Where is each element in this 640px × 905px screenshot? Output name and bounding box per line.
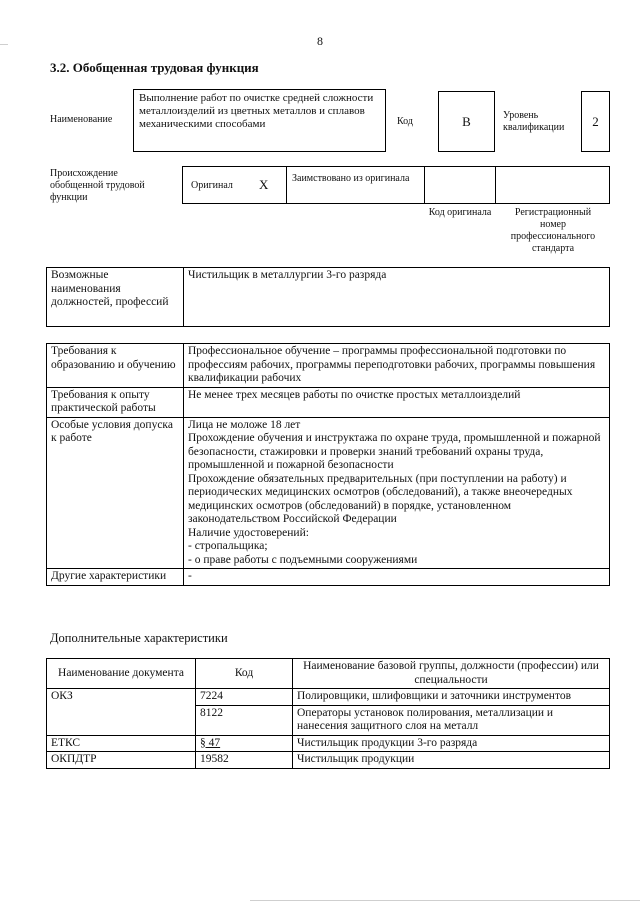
requirement-row xyxy=(47,344,610,388)
row-name: Чистильщик продукции xyxy=(293,752,610,769)
requirement-text: - xyxy=(184,569,610,586)
requirement-row xyxy=(47,569,610,586)
code-value: B xyxy=(462,113,471,129)
positions-table xyxy=(46,267,610,327)
row-name: Чистильщик продукции 3-го разряда xyxy=(293,735,610,752)
requirement-label: Требования к опыту практической работы xyxy=(47,387,184,417)
origin-box xyxy=(182,166,610,204)
reg-number-caption: Регистрационный номер профессионального стандарта xyxy=(510,207,596,254)
name-label: Наименование xyxy=(50,114,113,125)
name-value-box xyxy=(133,89,386,152)
header-code: Код xyxy=(196,659,293,689)
original-mark: X xyxy=(259,177,269,192)
header-name: Наименование базовой группы, должности (профессии) или специальности xyxy=(293,659,610,689)
origin-divider-3 xyxy=(495,166,496,204)
requirement-text: Профессиональное обучение – программы профессиональной подготовки по профессиям рабочих, программы переподготовки рабочих, программы повышения квалификации рабочих xyxy=(184,344,610,388)
code-original-caption: Код оригинала xyxy=(428,207,492,218)
row-code: 19582 xyxy=(196,752,293,769)
scan-mark-bottom xyxy=(250,900,640,901)
requirement-line: Прохождение обучения и инструктажа по охране труда, промышленной и пожарной безопасности, стажировки и проверки знаний требований охраны труда, промышленной и пожарной безопасности xyxy=(188,432,601,471)
additional-title: Дополнительные характеристики xyxy=(50,631,228,645)
row-doc: ОКЗ xyxy=(47,689,196,736)
requirement-row xyxy=(47,387,610,417)
row-code: 7224 xyxy=(196,689,293,706)
requirement-line: Лица не моложе 18 лет xyxy=(188,418,301,431)
original-label: Оригинал xyxy=(191,180,233,191)
origin-divider-1 xyxy=(286,166,287,204)
scan-mark xyxy=(0,44,8,45)
requirements-table xyxy=(46,343,610,586)
header-doc: Наименование документа xyxy=(47,659,196,689)
requirement-line: - стропальщика; xyxy=(188,540,268,552)
row-code: 8122 xyxy=(196,705,293,735)
code-value-box xyxy=(438,91,495,152)
level-value: 2 xyxy=(592,113,599,129)
origin-divider-2 xyxy=(424,166,425,204)
requirement-line: - о праве работы с подъемными сооружениями xyxy=(188,553,418,566)
requirement-label: Особые условия допуска к работе xyxy=(47,417,184,569)
name-value: Выполнение работ по очистке средней сложности металлоизделий из цветных металлов и сплавов механическими способами xyxy=(139,92,374,130)
page-number: 8 xyxy=(317,34,323,48)
table-row xyxy=(47,752,610,769)
positions-label: Возможные наименования должностей, профессий xyxy=(47,268,184,327)
requirement-text: Не менее трех месяцев работы по очистке простых металлоизделий xyxy=(184,387,610,417)
row-name: Операторы установок полирования, металлизации и нанесения защитного слоя на металл xyxy=(293,705,610,735)
requirement-line: Прохождение обязательных предварительных (при поступлении на работу) и периодических медицинских осмотров (обследований), а также внеочередных медицинских осмотров (обследований) в порядке, установленном законодательством Российской Федерации xyxy=(188,472,573,525)
row-name: Полировщики, шлифовщики и заточники инструментов xyxy=(293,689,610,706)
origin-label: Происхождение обобщенной трудовой функции xyxy=(50,168,145,203)
positions-row xyxy=(47,268,610,327)
requirement-text-group xyxy=(184,417,610,569)
section-title: 3.2. Обобщенная трудовая функция xyxy=(50,60,259,75)
requirement-row xyxy=(47,417,610,569)
level-value-box xyxy=(581,91,610,152)
code-label: Код xyxy=(397,116,413,127)
requirement-label: Другие характеристики xyxy=(47,569,184,586)
row-doc: ОКПДТР xyxy=(47,752,196,769)
requirement-label: Требования к образованию и обучению xyxy=(47,344,184,388)
table-row xyxy=(47,735,610,752)
row-doc: ЕТКС xyxy=(47,735,196,752)
positions-value: Чистильщик в металлургии 3-го разряда xyxy=(184,268,610,327)
table-row xyxy=(47,689,610,706)
requirement-line: Наличие удостоверений: xyxy=(188,526,309,539)
level-label: Уровень квалификации xyxy=(503,110,565,133)
borrowed-label: Заимствовано из оригинала xyxy=(292,173,410,184)
additional-header-row xyxy=(47,659,610,689)
row-code: § 47 xyxy=(196,735,293,752)
additional-table xyxy=(46,658,610,769)
